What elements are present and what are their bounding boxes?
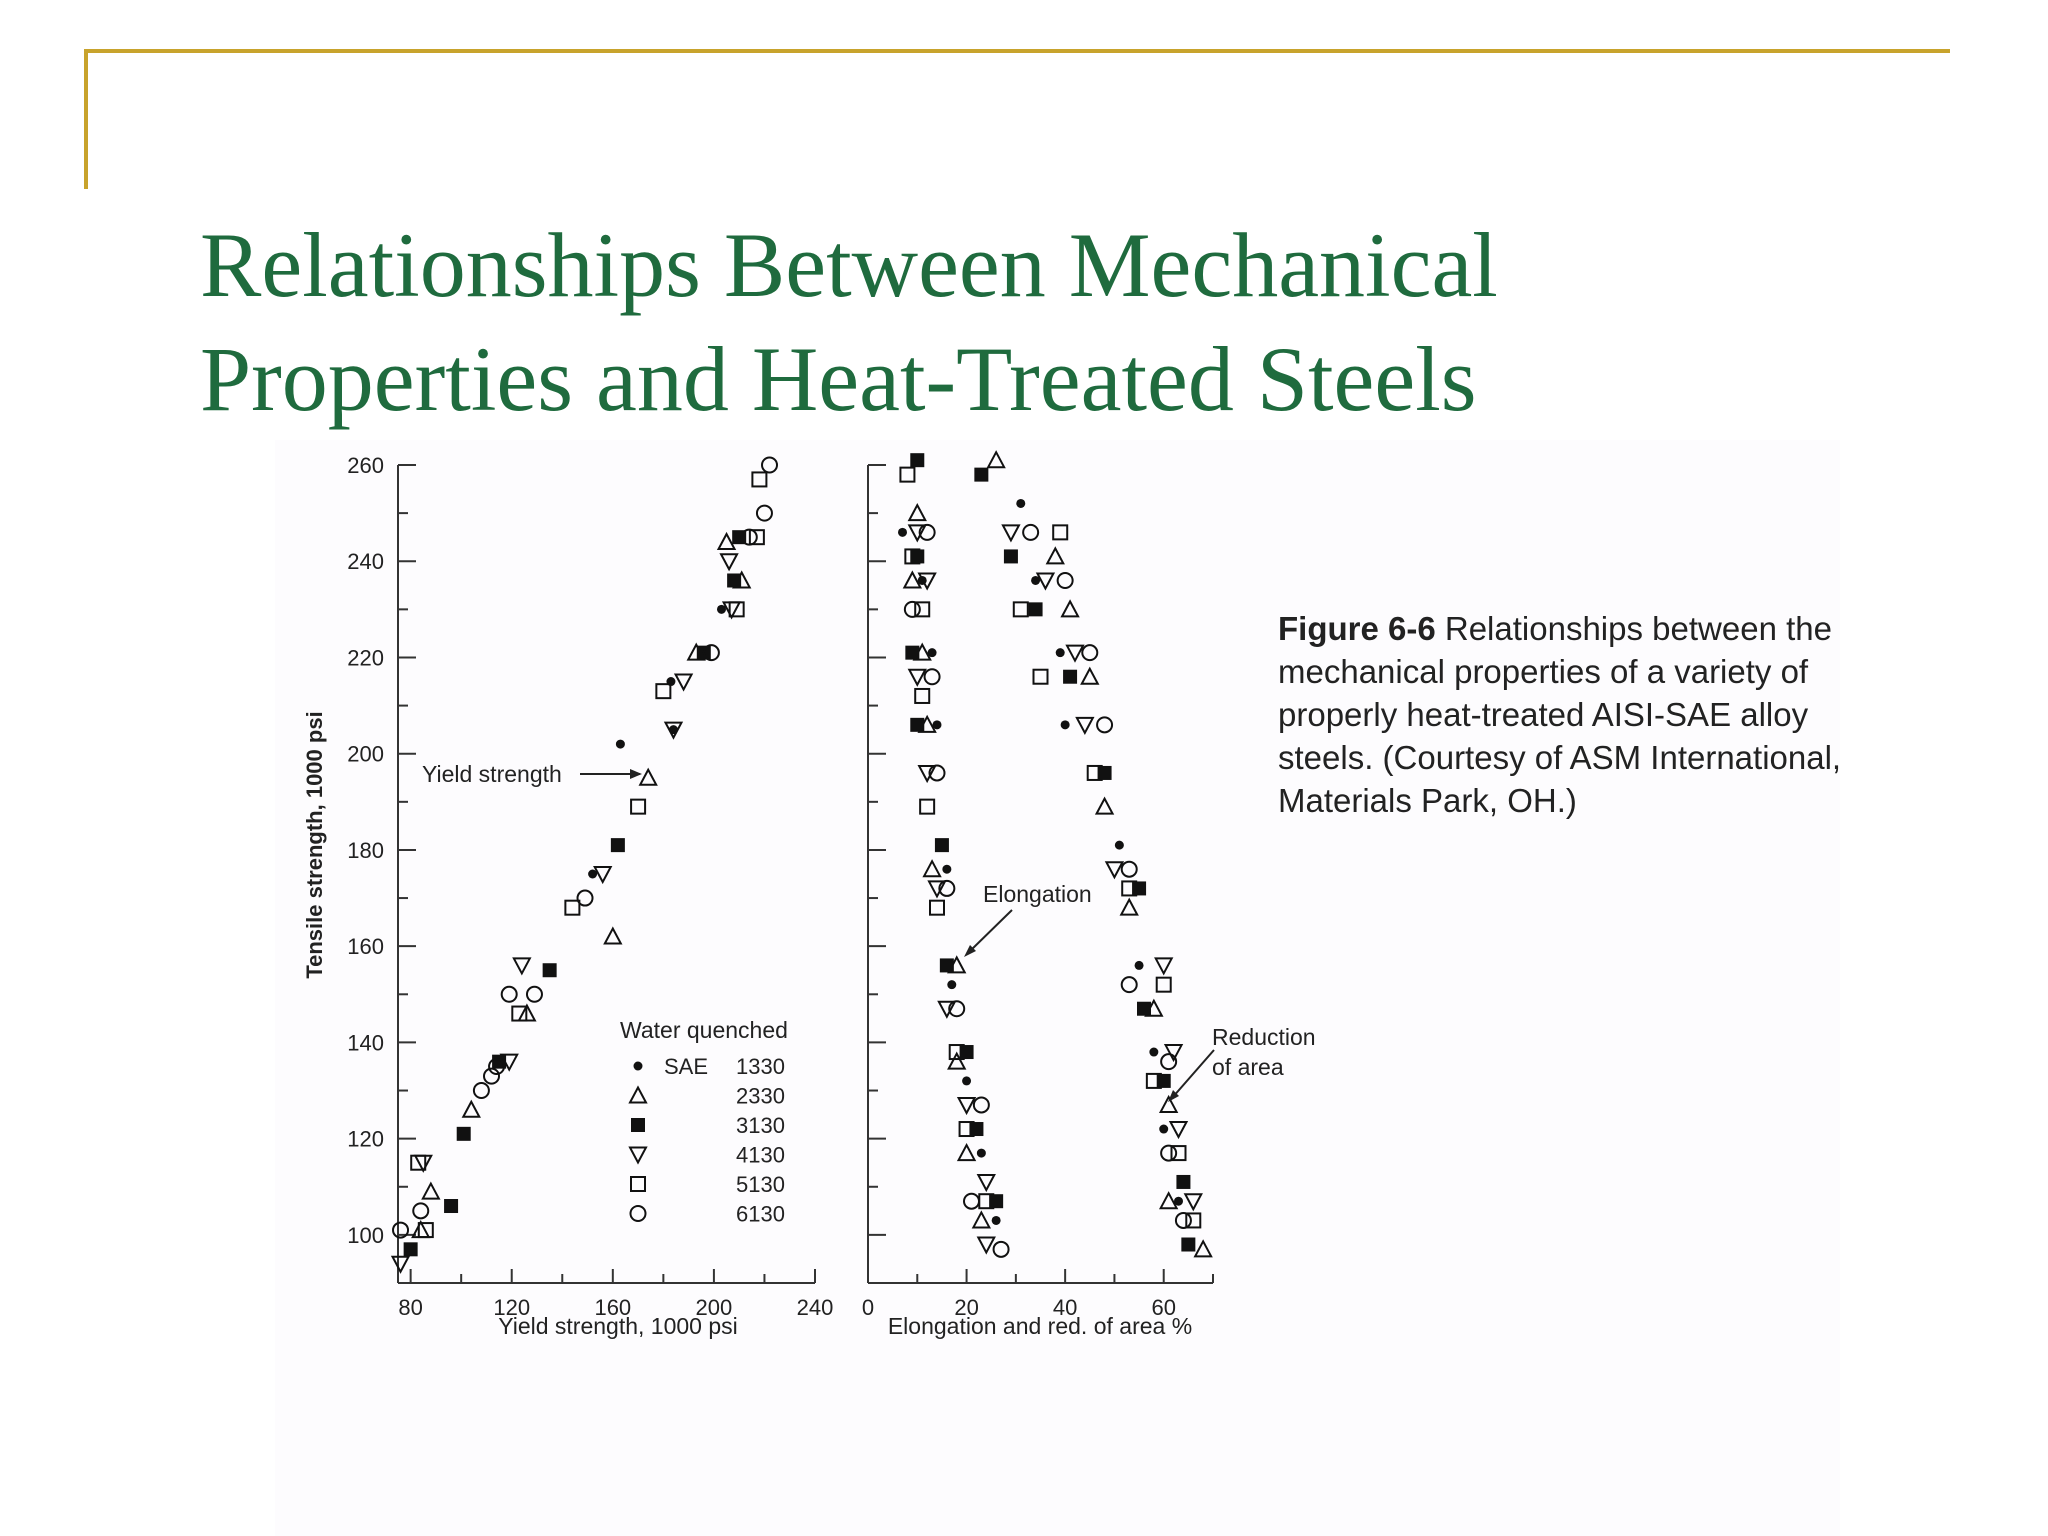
reduction-point — [1149, 1048, 1158, 1057]
left-chart-y-tick-label: 140 — [347, 1030, 384, 1056]
legend-label-1330: 1330 — [736, 1054, 785, 1079]
elongation-point — [909, 670, 925, 685]
elongation-point — [900, 468, 914, 482]
yield-point-3130 — [727, 573, 741, 587]
reduction-annotation-line2: of area — [1212, 1054, 1284, 1080]
legend-marker-3130 — [631, 1118, 645, 1132]
legend-title: Water quenched — [620, 1017, 788, 1043]
elongation-point — [920, 800, 934, 814]
yield-point-5130 — [656, 684, 670, 698]
left-chart-y-tick-label: 100 — [347, 1222, 384, 1248]
legend-label-2330: 2330 — [736, 1083, 785, 1109]
reduction-arrow — [1172, 1050, 1214, 1098]
elongation-arrow — [968, 910, 1012, 953]
elongation-point — [977, 1149, 986, 1158]
right-chart-x-tick-label: 0 — [861, 1295, 875, 1320]
elongation-point — [964, 1194, 979, 1209]
left-chart-y-tick-label: 220 — [347, 645, 384, 671]
reduction-point — [1135, 961, 1144, 970]
yield-point-4130 — [514, 958, 530, 973]
caption-text: Relationships between the mechanical properties of a variety of properly heat-treated AISI-SAE alloy steels. (Courtesy of ASM International, Materials Park, OH.) — [1278, 610, 1842, 819]
reduction-annotation-line1: Reduction — [1212, 1024, 1316, 1050]
elongation-point — [947, 980, 956, 989]
reduction-point — [1176, 1213, 1191, 1228]
yield-point-6130 — [762, 458, 777, 473]
figure-caption — [1278, 607, 1858, 822]
elongation-point — [978, 1175, 994, 1190]
left-chart-xlabel: Yield strength, 1000 psi — [498, 1313, 738, 1339]
yield-strength-annotation: Yield strength — [422, 761, 562, 787]
elongation-point — [924, 861, 940, 876]
elongation-point — [969, 1122, 983, 1136]
yield-point-6130 — [578, 891, 593, 906]
reduction-point — [1195, 1241, 1211, 1256]
reduction-point — [1161, 1054, 1176, 1069]
elongation-point — [930, 901, 944, 915]
left-chart-y-tick-label: 120 — [347, 1126, 384, 1152]
reduction-point — [1077, 718, 1093, 733]
elongation-point — [915, 689, 929, 703]
slide-title-line2: Properties and Heat-Treated Steels — [200, 328, 1477, 430]
elongation-point — [942, 865, 951, 874]
legend-label-3130: 3130 — [736, 1113, 785, 1138]
left-chart-x-tick-label: 240 — [796, 1295, 834, 1320]
reduction-point — [1056, 648, 1065, 657]
legend-label-6130: 6130 — [736, 1201, 785, 1227]
reduction-point — [1029, 602, 1043, 616]
reduction-point — [1082, 645, 1097, 660]
yield-point-4130 — [724, 602, 740, 617]
reduction-point — [1061, 720, 1070, 729]
reduction-point — [1067, 646, 1083, 661]
reduction-point — [1098, 766, 1112, 780]
yield-point-1330 — [616, 740, 625, 749]
elongation-point — [925, 669, 940, 684]
elongation-point — [959, 1145, 975, 1160]
left-chart-x-tick-label: 200 — [695, 1295, 733, 1320]
elongation-point — [960, 1045, 974, 1059]
elongation-point — [994, 1242, 1009, 1257]
reduction-point — [1003, 525, 1019, 540]
legend-marker-4130 — [630, 1148, 646, 1163]
reduction-point — [1157, 1074, 1171, 1088]
reduction-point — [1053, 525, 1067, 539]
reduction-point — [1174, 1197, 1183, 1206]
elongation-annotation: Elongation — [983, 881, 1092, 907]
elongation-point — [959, 1098, 975, 1113]
reduction-point — [1047, 548, 1063, 563]
reduction-point — [1058, 573, 1073, 588]
reduction-point — [1014, 602, 1028, 616]
elongation-point — [910, 453, 924, 467]
yield-strength-arrowhead — [630, 769, 642, 779]
yield-point-4130 — [595, 867, 611, 882]
left-chart-y-tick-label: 260 — [347, 453, 384, 478]
elongation-point — [962, 1076, 971, 1085]
reduction-point — [1016, 499, 1025, 508]
yield-point-2330 — [463, 1102, 479, 1117]
reduction-point — [1023, 525, 1038, 540]
yield-point-6130 — [474, 1083, 489, 1098]
reduction-point — [1166, 1045, 1182, 1060]
yield-point-4130 — [721, 554, 737, 569]
yield-point-4130 — [415, 1156, 431, 1171]
left-chart-ylabel: Tensile strength, 1000 psi — [302, 711, 327, 979]
elongation-point — [933, 720, 942, 729]
yield-point-4130 — [676, 675, 692, 690]
reduction-point — [1082, 669, 1098, 684]
legend-marker-1330 — [634, 1062, 643, 1071]
yield-point-6130 — [502, 987, 517, 1002]
right-chart-x-tick-label: 40 — [1052, 1295, 1078, 1320]
yield-point-4130 — [393, 1257, 409, 1272]
reduction-point — [1062, 601, 1078, 616]
elongation-point — [989, 1194, 1003, 1208]
yield-point-3130 — [611, 838, 625, 852]
reduction-point — [1156, 958, 1172, 973]
right-chart-x-tick-label: 60 — [1151, 1295, 1176, 1320]
yield-point-2330 — [640, 770, 656, 785]
reduction-point — [1181, 1238, 1195, 1252]
yield-point-6130 — [527, 987, 542, 1002]
reduction-point — [1132, 881, 1146, 895]
elongation-point — [935, 838, 949, 852]
right-chart-x-tick-label: 20 — [954, 1295, 979, 1320]
left-chart-y-tick-label: 240 — [347, 549, 384, 575]
elongation-point — [910, 549, 924, 563]
legend-marker-6130 — [631, 1206, 646, 1221]
reduction-point — [1176, 1175, 1190, 1189]
reduction-point — [1063, 670, 1077, 684]
elongation-point — [978, 1238, 994, 1253]
yield-point-3130 — [444, 1199, 458, 1213]
reduction-point — [1097, 717, 1112, 732]
reduction-point — [988, 452, 1004, 467]
elongation-point — [973, 1212, 989, 1227]
yield-point-5130 — [752, 472, 766, 486]
left-chart-y-tick-label: 200 — [347, 741, 384, 767]
left-chart-x-tick-label: 80 — [398, 1295, 423, 1320]
legend-marker-5130 — [631, 1177, 645, 1191]
yield-point-3130 — [543, 963, 557, 977]
yield-point-6130 — [757, 506, 772, 521]
reduction-point — [1115, 841, 1124, 850]
right-chart-xlabel: Elongation and red. of area % — [887, 1313, 1193, 1339]
reduction-point — [1185, 1194, 1201, 1209]
yield-point-3130 — [457, 1127, 471, 1141]
yield-point-2330 — [423, 1184, 439, 1199]
yield-point-2330 — [719, 534, 735, 549]
reduction-point — [1171, 1122, 1187, 1137]
yield-point-6130 — [413, 1203, 428, 1218]
left-chart-y-tick-label: 180 — [347, 837, 384, 863]
legend-header: SAE — [664, 1054, 709, 1079]
left-chart-x-tick-label: 120 — [493, 1295, 531, 1320]
elongation-point — [909, 505, 925, 520]
yield-point-5130 — [565, 901, 579, 915]
elongation-point — [898, 528, 907, 537]
legend-label-5130: 5130 — [736, 1172, 785, 1197]
left-chart-y-tick-label: 160 — [347, 934, 384, 960]
reduction-point — [1161, 1146, 1176, 1161]
elongation-point — [992, 1216, 1001, 1225]
reduction-point — [1097, 799, 1113, 814]
legend-marker-2330 — [630, 1088, 646, 1103]
elongation-point — [905, 602, 920, 617]
slide-title-line1: Relationships Between Mechanical — [200, 214, 1498, 316]
reduction-point — [1121, 900, 1137, 915]
left-chart-x-tick-label: 160 — [594, 1295, 632, 1320]
reduction-point — [974, 468, 988, 482]
yield-point-2330 — [605, 929, 621, 944]
elongation-point — [928, 648, 937, 657]
reduction-point — [1159, 1125, 1168, 1134]
reduction-point — [1122, 977, 1137, 992]
elongation-point — [974, 1097, 989, 1112]
reduction-point — [1106, 862, 1122, 877]
legend-label-4130: 4130 — [736, 1142, 785, 1168]
reduction-point — [1122, 862, 1137, 877]
reduction-point — [1004, 549, 1018, 563]
reduction-point — [1161, 1097, 1177, 1112]
reduction-point — [1157, 978, 1171, 992]
yield-point-3130 — [404, 1242, 418, 1256]
reduction-point — [1034, 670, 1048, 684]
figure-label: Figure 6-6 — [1278, 610, 1436, 647]
yield-point-5130 — [631, 800, 645, 814]
